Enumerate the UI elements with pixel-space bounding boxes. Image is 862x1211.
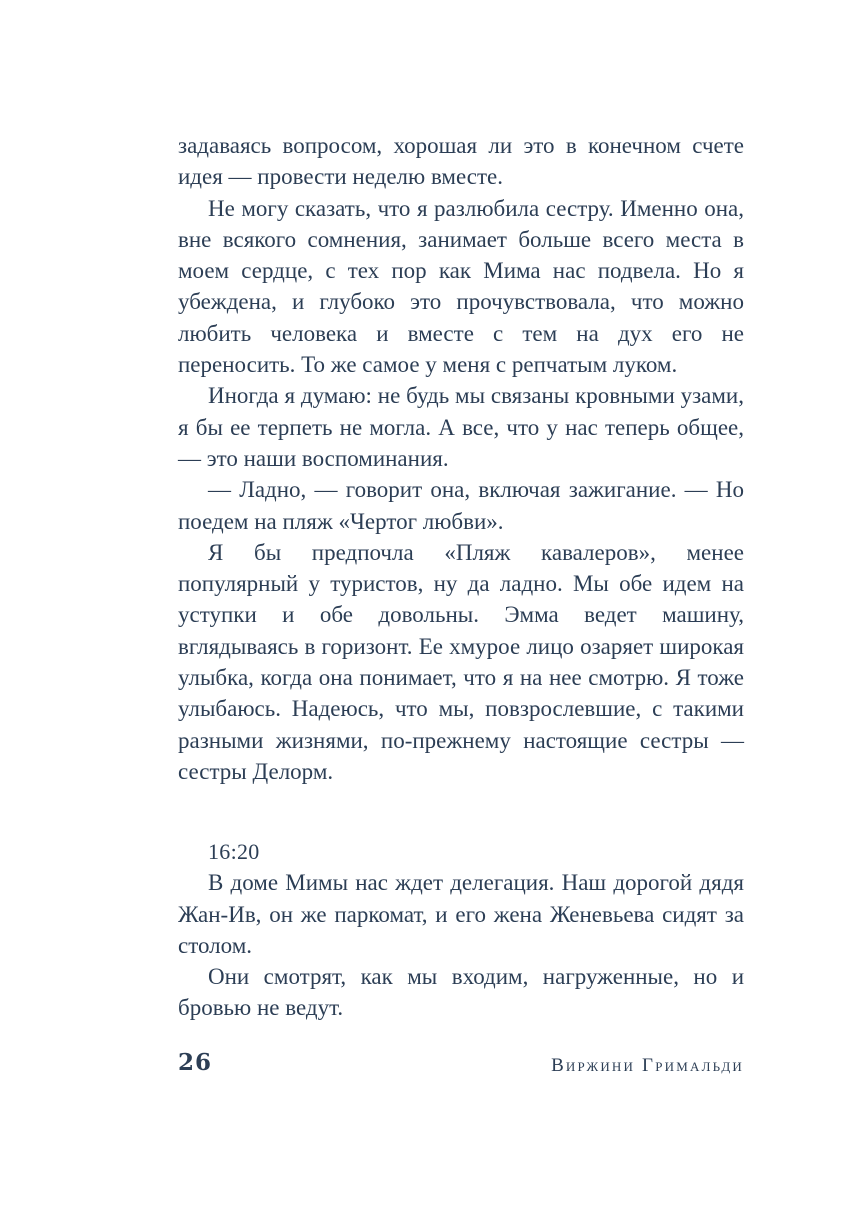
- paragraph: Они смотрят, как мы входим, нагруженные, но и бровью не ведут.: [178, 964, 744, 1021]
- paragraph: Не могу сказать, что я разлюбила сестру. Именно она, вне всякого сомнения, занимает больше всего места в моем сердце, с тех пор как Мима нас подвела. Но я убеждена, и глубоко это прочувствовала, что можно любить человека и вместе с тем на дух его не переносить. То же самое у меня с репчатым луком.: [178, 195, 744, 378]
- section-time-heading: 16:20: [208, 839, 260, 864]
- paragraph: В доме Мимы нас ждет делегация. Наш дорогой дядя Жан-Ив, он же паркомат, и его жена Женевьева сидят за столом.: [178, 870, 744, 958]
- text-block-section: [178, 836, 744, 1024]
- paragraph: Иногда я думаю: не будь мы связаны кровными узами, я бы ее терпеть не могла. А все, что у нас теперь общее, — это наши воспоминания.: [178, 383, 744, 471]
- dialog-paragraph: — Ладно, — говорит она, включая зажигание. — Но поедем на пляж «Чертог любви».: [178, 477, 744, 534]
- running-footer-author: Виржини Гримальди: [551, 1055, 744, 1076]
- paragraph: задаваясь вопросом, хорошая ли это в конечном счете идея — провести неделю вместе.: [178, 133, 744, 190]
- page-number: 26: [178, 1049, 213, 1076]
- paragraph: Я бы предпочла «Пляж кавалеров», менее популярный у туристов, ну да ладно. Мы обе идем на уступки и обе довольны. Эмма ведет машину, вглядываясь в горизонт. Ее хмурое лицо озаряет широкая улыбка, когда она понимает, что я на нее смотрю. Я тоже улыбаюсь. Надеюсь, что мы, повзрослевшие, с такими разными жизнями, по-прежнему настоящие сестры — сестры Делорм.: [178, 539, 744, 784]
- text-block-main: [178, 130, 744, 787]
